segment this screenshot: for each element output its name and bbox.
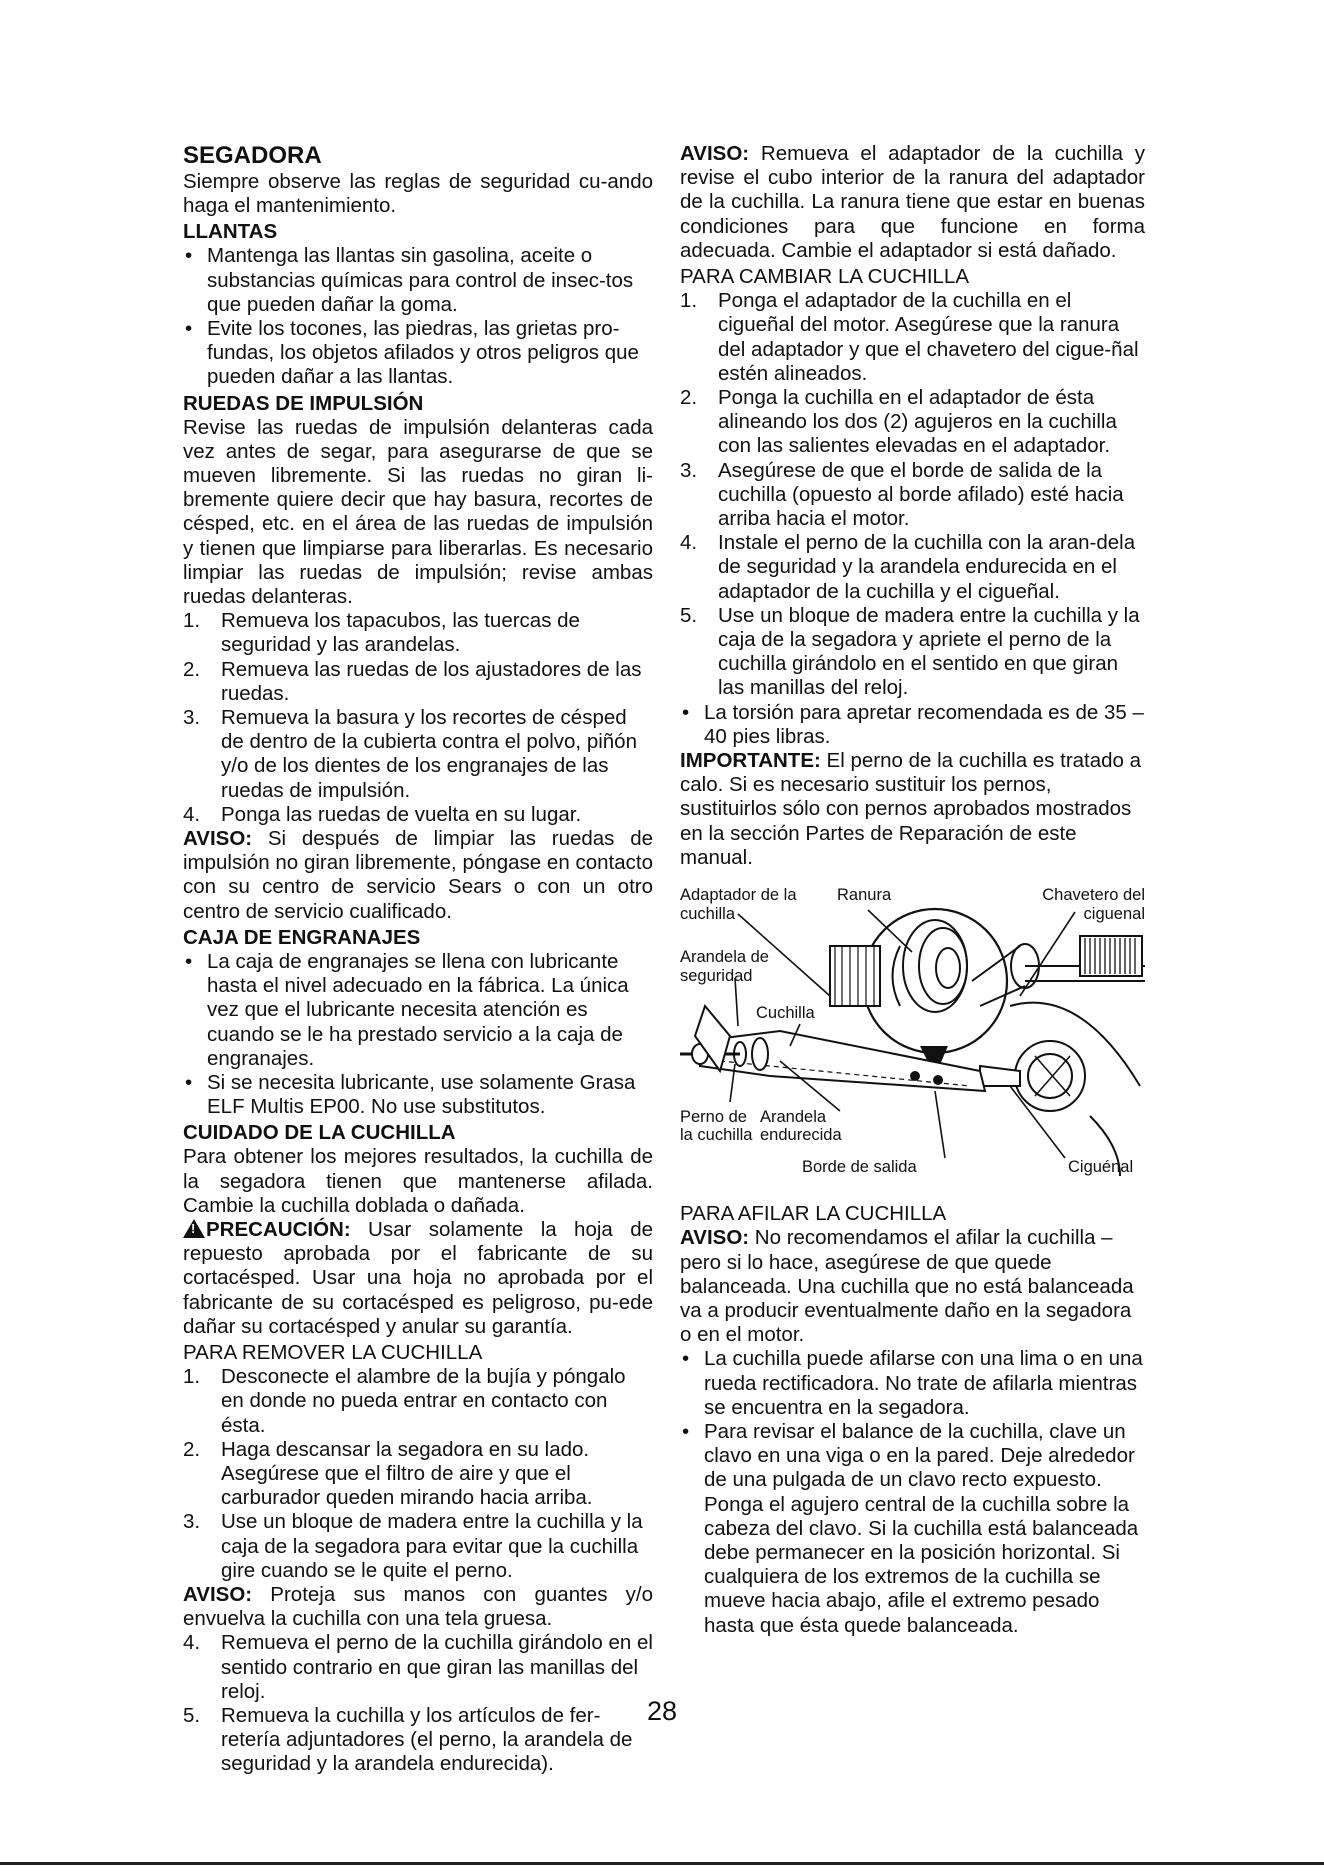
ruedas-text: Revise las ruedas de impulsión delanteras cada vez antes de segar, para asegurarse de que se mueven libremente. Si las ruedas no giran li-bremente quiere decir que hay basura, recortes de césped, etc. en el área de las ruedas de impulsión y tienen que limpiarse para liberarlas. Es necesario limpiar las ruedas de impulsión; revise ambas ruedas delanteras. — [183, 415, 653, 609]
list-item — [183, 1438, 653, 1511]
list-item: • La torsión para apretar recomendada es de 35 – 40 pies libras. — [680, 701, 1145, 749]
list-item: • La cuchilla puede afilarse con una lima o en una rueda rectificadora. No trate de afilarla mientras se encuentra en la segadora. — [680, 1347, 1145, 1420]
step-text: Ponga la cuchilla en el adaptador de ésta alineando los dos (2) agujeros en la cuchilla con las salientes elevadas en el adaptador. — [718, 386, 1117, 458]
step-number: 4. — [183, 1631, 201, 1655]
list-item: • La caja de engranajes se llena con lubricante hasta el nivel adecuado en la fábrica. La única vez que el lubricante necesita atención es cuando se le ha prestado servicio a la caja de engranajes. — [183, 950, 653, 1071]
heading-remover: PARA REMOVER LA CUCHILLA — [183, 1340, 483, 1364]
step-text: Remueva la basura y los recortes de césped de dentro de la cubierta contra el polvo, piñón y/o de los dientes de los engranajes de las ruedas de impulsión. — [221, 706, 637, 802]
step-number: 2. — [183, 657, 201, 681]
step-number: 1. — [183, 1365, 201, 1389]
label-perno: Perno de la cuchilla — [680, 1108, 753, 1145]
blade-assembly-figure — [680, 886, 1145, 1186]
cuidado-text: Para obtener los mejores resultados, la cuchilla de la segadora tienen que mantenerse afilada. Cambie la cuchilla doblada o dañada. — [183, 1145, 653, 1217]
torsion-list — [680, 701, 1145, 749]
step-text: Ponga las ruedas de vuelta en su lugar. — [221, 802, 582, 826]
step-number: 4. — [680, 531, 698, 555]
aviso-text: Remueva el adaptador de la cuchilla y revise el cubo interior de la ranura del adaptador de la cuchilla. La ranura tiene que estar en buenas condiciones para que funcione en forma adecuada. Cambie el adaptador si está dañado. — [680, 142, 1145, 262]
step-number: 3. — [680, 458, 698, 482]
list-item: • Evite los tocones, las piedras, las grietas pro-fundas, los objetos afilados y otros peligros que pueden dañar a las llantas. — [183, 317, 653, 390]
list-item — [680, 289, 1145, 386]
step-number: 2. — [183, 1437, 201, 1461]
label-arandela-seguridad: Arandela de seguridad — [680, 948, 769, 986]
step-number: 1. — [183, 609, 201, 633]
label-arandela-endurecida: Arandela endurecida — [760, 1108, 842, 1145]
list-item — [680, 604, 1145, 701]
aviso-label: AVISO: — [680, 1226, 750, 1250]
caja-list — [183, 950, 653, 1119]
step-text: Haga descansar la segadora en su lado. Asegúrese que el filtro de aire y que el carburador queden mirando hacia arriba. — [221, 1437, 593, 1510]
step-number: 5. — [680, 603, 698, 627]
heading-cuidado: CUIDADO DE LA CUCHILLA — [183, 1121, 456, 1145]
step-text: Use un bloque de madera entre la cuchilla y la caja de la segadora para evitar que la cuchilla gire cuando se le quite el perno. — [221, 1510, 643, 1582]
label-ranura: Ranura — [837, 886, 892, 905]
remover-steps-a — [183, 1365, 653, 1583]
left-column — [183, 142, 653, 1777]
importante-label: IMPORTANTE: — [680, 749, 821, 773]
warning-icon — [183, 1219, 205, 1238]
step-text: Use un bloque de madera entre la cuchilla y la caja de la segadora y apriete el perno de la cuchilla girándolo en el sentido en que giran las manillas del reloj. — [718, 603, 1140, 700]
heading-caja: CAJA DE ENGRANAJES — [183, 925, 421, 949]
remover-steps-b — [183, 1631, 653, 1776]
list-item — [183, 1704, 653, 1777]
llantas-list — [183, 244, 653, 389]
list-item — [183, 706, 653, 803]
heading-afilar: PARA AFILAR LA CUCHILLA — [680, 1202, 947, 1226]
list-item — [680, 386, 1145, 459]
cambiar-steps — [680, 289, 1145, 700]
list-item — [183, 1631, 653, 1704]
page-number: 28 — [647, 1696, 678, 1726]
aviso-text: No recomendamos el afilar la cuchilla – pero si lo hace, asegúrese de que quede balanceada. Una cuchilla que no está balanceada va a producir eventualmente daño en la segadora o en el motor. — [680, 1226, 1134, 1347]
label-adaptador: Adaptador de la cuchilla — [680, 886, 797, 924]
heading-llantas: LLANTAS — [183, 220, 278, 244]
step-text: Remueva el perno de la cuchilla girándolo en el sentido contrario en que giran las manillas del reloj. — [221, 1631, 653, 1703]
intro-text: Siempre observe las reglas de seguridad cu-ando haga el mantenimiento. — [183, 170, 653, 218]
bottom-rule — [0, 1862, 1324, 1865]
aviso-text: Si después de limpiar las ruedas de impulsión no giran libremente, póngase en contacto con su centro de servicio Sears o con un otro centro de servicio cualificado. — [183, 827, 653, 923]
heading-cambiar: PARA CAMBIAR LA CUCHILLA — [680, 265, 969, 289]
list-item: • Mantenga las llantas sin gasolina, aceite o substancias químicas para control de insec-tos que pueden dañar la goma. — [183, 244, 653, 317]
adaptador-aviso — [680, 142, 1145, 263]
precaucion-label: PRECAUCIÓN: — [206, 1217, 351, 1241]
list-item — [680, 459, 1145, 532]
remover-aviso — [183, 1583, 653, 1631]
list-item — [183, 609, 653, 657]
precaucion-text — [183, 1218, 653, 1339]
list-item — [183, 1365, 653, 1438]
step-number: 3. — [183, 706, 201, 730]
label-ciguenal: Ciguénal — [1068, 1158, 1134, 1177]
ruedas-steps — [183, 609, 653, 827]
list-item: • Para revisar el balance de la cuchilla, clave un clavo en una viga o en la pared. Deje alrededor de una pulgada de un clavo recto expuesto. Ponga el agujero central de la cuchilla sobre la cabeza del clavo. Si la cuchilla está balanceada debe permanecer en la posición horizontal. Si cualquiera de los extremos de la cuchilla se mueve hacia abajo, afile el extremo pesado hasta que ésta quede balanceada. — [680, 1420, 1145, 1638]
step-number: 3. — [183, 1510, 201, 1534]
step-text: Ponga el adaptador de la cuchilla en el cigueñal del motor. Asegúrese que la ranura del adaptador y que el chavetero del cigue-ñal estén alineados. — [718, 289, 1139, 385]
list-item — [680, 531, 1145, 604]
label-borde: Borde de salida — [802, 1158, 917, 1177]
afilar-list — [680, 1347, 1145, 1637]
step-text: Remueva las ruedas de los ajustadores de las ruedas. — [221, 657, 642, 705]
aviso-label: AVISO: — [680, 142, 750, 165]
afilar-aviso — [680, 1226, 1145, 1347]
step-text: Instale el perno de la cuchilla con la aran-dela de seguridad y la arandela endurecida en el adaptador de la cuchilla y el cigueñal. — [718, 531, 1136, 603]
importante-body: El perno de la cuchilla es tratado a calo. Si es necesario sustituir los pernos, sustituirlos sólo con pernos aprobados mostrados en la sección Partes de Reparación de este manual. — [680, 749, 1142, 869]
heading-ruedas: RUEDAS DE IMPULSIÓN — [183, 391, 424, 415]
step-text: Desconecte el alambre de la bujía y póngalo en donde no pueda entrar en contacto con ésta. — [221, 1365, 626, 1437]
ruedas-aviso — [183, 827, 653, 924]
section-title-segadora: SEGADORA — [183, 142, 322, 169]
label-cuchilla: Cuchilla — [756, 1004, 815, 1023]
aviso-text: Proteja sus manos con guantes y/o envuelva la cuchilla con una tela gruesa. — [183, 1582, 653, 1631]
list-item — [183, 803, 653, 827]
step-text: Remueva la cuchilla y los artículos de fer-retería adjuntadores (el perno, la arandela de seguridad y la arandela endurecida). — [221, 1703, 633, 1776]
aviso-label: AVISO: — [183, 1582, 253, 1606]
precaucion-body: Usar solamente la hoja de repuesto aprobada por el fabricante de su cortacésped. Usar una hoja no aprobada por el fabricante de su cortacésped es peligroso, pu-ede dañar su cortacésped y anular su garantía. — [183, 1217, 653, 1338]
list-item — [183, 658, 653, 706]
label-chavetero: Chavetero del ciguenal — [1042, 886, 1145, 924]
step-text: Remueva los tapacubos, las tuercas de seguridad y las arandelas. — [221, 609, 580, 657]
list-item: • Si se necesita lubricante, use solamente Grasa ELF Multis EP00. No use substitutos. — [183, 1071, 653, 1119]
importante-text — [680, 749, 1145, 870]
aviso-label: AVISO: — [183, 827, 253, 851]
list-item — [183, 1510, 653, 1583]
step-text: Asegúrese de que el borde de salida de la cuchilla (opuesto al borde afilado) esté hacia arriba hacia el motor. — [718, 458, 1124, 531]
step-number: 4. — [183, 802, 201, 826]
step-number: 5. — [183, 1703, 201, 1727]
right-column — [680, 142, 1145, 1638]
step-number: 1. — [680, 289, 698, 313]
step-number: 2. — [680, 386, 698, 410]
